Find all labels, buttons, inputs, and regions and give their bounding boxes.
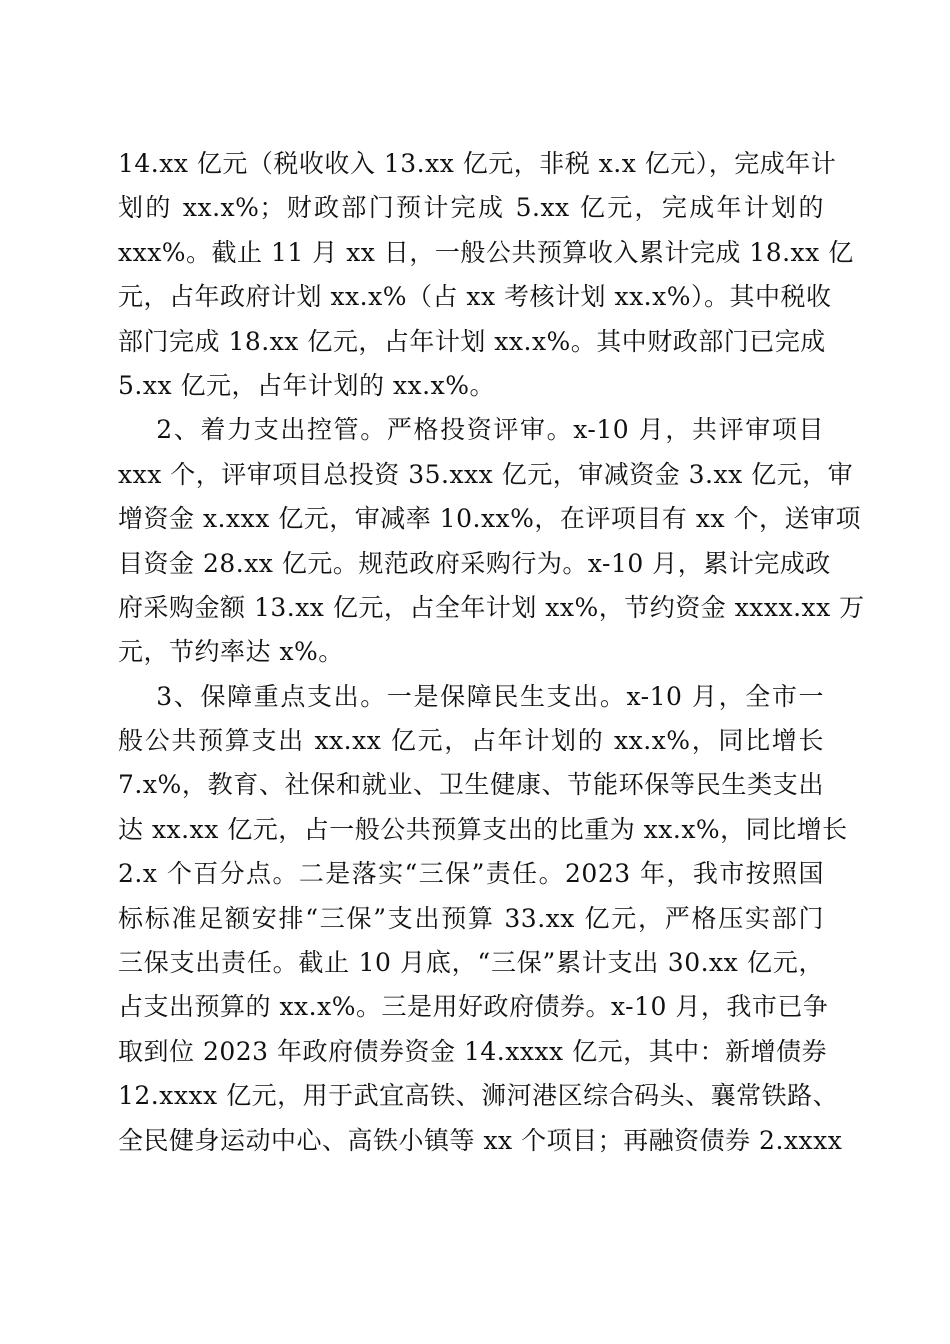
text-line: 标标准足额安排“三保”支出预算 33.xx 亿元，严格压实部门 [118,903,824,933]
text-line: 占支出预算的 xx.x%。三是用好政府债券。x-10 月，我市已争 [118,992,829,1022]
text-line: 取到位 2023 年政府债券资金 14.xxxx 亿元，其中：新增债券 [118,1036,828,1066]
text-line: 元，占年政府计划 xx.x%（占 xx 考核计划 xx.x%）。其中税收 [118,282,832,312]
text-line: 般公共预算支出 xx.xx 亿元，占年计划的 xx.x%，同比增长 [118,726,824,756]
text-line: 5.xx 亿元，占年计划的 xx.x%。 [118,370,495,400]
text-line: 2.x 个百分点。二是落实“三保”责任。2023 年，我市按照国 [118,859,824,889]
text-line: 目资金 28.xx 亿元。规范政府采购行为。x-10 月，累计完成政 [118,548,831,578]
text-line: 元，节约率达 x%。 [118,637,344,667]
text-line: 3、保障重点支出。一是保障民生支出。x-10 月，全市一 [118,681,824,711]
text-line: xxx%。截止 11 月 xx 日，一般公共预算收入累计完成 18.xx 亿 [118,237,854,267]
text-line: 12.xxxx 亿元，用于武宜高铁、浉河港区综合码头、襄常铁路、 [118,1081,839,1111]
text-line: 划的 xx.x%；财政部门预计完成 5.xx 亿元，完成年计划的 [118,193,824,223]
text-line: 7.x%，教育、社保和就业、卫生健康、节能环保等民生类支出 [118,770,824,800]
document-page [118,142,865,1163]
text-line: 增资金 x.xxx 亿元，审减率 10.xx%，在评项目有 xx 个，送审项 [118,504,861,534]
text-line: 三保支出责任。截止 10 月底，“三保”累计支出 30.xx 亿元， [118,948,824,978]
text-line: 14.xx 亿元（税收收入 13.xx 亿元，非税 x.x 亿元），完成年计 [118,149,837,178]
text-line: 2、着力支出控管。严格投资评审。x-10 月，共评审项目 [118,415,824,445]
text-line: 府采购金额 13.xx 亿元，占全年计划 xx%，节约资金 xxxx.xx 万 [118,592,865,622]
text-line: 达 xx.xx 亿元，占一般公共预算支出的比重为 xx.x%，同比增长 [118,814,848,844]
text-line: 全民健身运动中心、高铁小镇等 xx 个项目；再融资债券 2.xxxx [118,1125,843,1155]
text-line: 部门完成 18.xx 亿元，占年计划 xx.x%。其中财政部门已完成 [118,326,826,356]
text-line: xxx 个，评审项目总投资 35.xxx 亿元，审减资金 3.xx 亿元，审 [118,459,854,489]
